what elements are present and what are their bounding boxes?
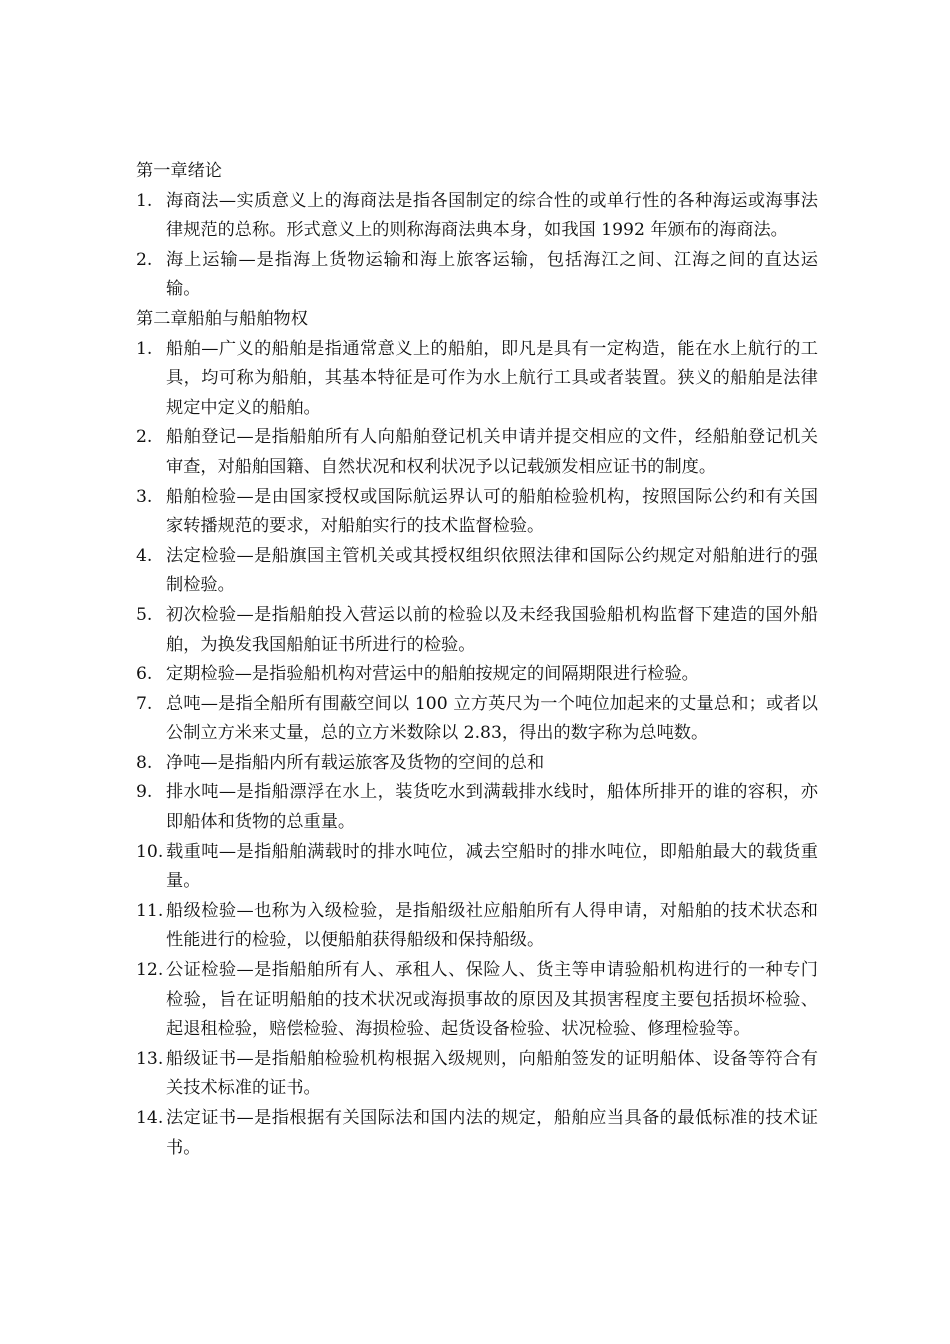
item-number: 13. [136, 1048, 164, 1069]
list-item [136, 483, 818, 542]
list-item [136, 956, 818, 1045]
item-text: 船舶检验—是由国家授权或国际航运界认可的船舶检验机构，按照国际公约和有关国家转播规范的要求，对船舶实行的技术监督检验。 [166, 486, 818, 537]
item-text: 船级检验—也称为入级检验，是指船级社应船舶所有人得申请，对船舶的技术状态和性能进行的检验，以便船舶获得船级和保持船级。 [166, 900, 818, 951]
list-item [136, 1045, 818, 1104]
list-item [136, 778, 818, 837]
item-text: 排水吨—是指船漂浮在水上，装货吃水到满载排水线时，船体所排开的谁的容积，亦即船体和货物的总重量。 [166, 782, 818, 833]
item-number: 11. [136, 900, 164, 921]
item-text: 公证检验—是指船舶所有人、承租人、保险人、货主等申请验船机构进行的一种专门检验，旨在证明船舶的技术状况或海损事故的原因及其损害程度主要包括损坏检验、起退租检验，赔偿检验、海损检验、起货设备检验、状况检验、修理检验等。 [166, 960, 818, 1040]
item-text: 船舶登记—是指船舶所有人向船舶登记机关申请并提交相应的文件，经船舶登记机关审查，对船舶国籍、自然状况和权利状况予以记载颁发相应证书的制度。 [166, 427, 818, 477]
item-number: 3. [136, 486, 153, 507]
item-text: 海上运输—是指海上货物运输和海上旅客运输，包括海江之间、江海之间的直达运输。 [166, 249, 818, 300]
item-text: 法定证书—是指根据有关国际法和国内法的规定，船舶应当具备的最低标准的技术证书。 [166, 1108, 818, 1158]
chapter-1 [136, 157, 818, 305]
item-number: 14. [136, 1108, 164, 1128]
item-number: 2. [136, 427, 153, 448]
list-item [136, 1104, 818, 1163]
item-number: 1. [136, 190, 153, 211]
list-item [136, 690, 818, 749]
item-text: 船级证书—是指船舶检验机构根据入级规则，向船舶签发的证明船体、设备等符合有关技术标准的证书。 [166, 1048, 818, 1099]
list-item [136, 660, 818, 690]
item-number: 5. [136, 604, 153, 625]
item-number: 1. [136, 338, 153, 359]
item-number: 2. [136, 249, 153, 270]
item-number: 8. [136, 752, 153, 773]
chapter-title: 第一章绪论 [136, 161, 222, 181]
list-item [136, 749, 818, 779]
item-text: 初次检验—是指船舶投入营运以前的检验以及未经我国验船机构监督下建造的国外船舶，为换发我国船舶证书所进行的检验。 [166, 604, 818, 655]
item-text: 定期检验—是指验船机构对营运中的船舶按规定的间隔期限进行检验。 [166, 664, 699, 685]
item-text: 法定检验—是船旗国主管机关或其授权组织依照法律和国际公约规定对船舶进行的强制检验。 [166, 545, 818, 596]
list-item [136, 335, 818, 424]
chapter-title: 第二章船舶与船舶物权 [136, 308, 308, 329]
chapter-2 [136, 305, 818, 1163]
item-number: 9. [136, 782, 153, 803]
list-item [136, 246, 818, 305]
item-text: 载重吨—是指船舶满载时的排水吨位，减去空船时的排水吨位，即船舶最大的载货重量。 [166, 841, 818, 892]
list-item [136, 601, 818, 660]
item-number: 12. [136, 960, 164, 981]
list-item [136, 542, 818, 601]
list-item [136, 423, 818, 482]
item-text: 净吨—是指船内所有载运旅客及货物的空间的总和 [166, 752, 545, 773]
item-number: 10. [136, 841, 164, 862]
item-number: 4. [136, 545, 153, 566]
list-item [136, 838, 818, 897]
item-number: 7. [136, 693, 153, 714]
item-text: 总吨—是指全船所有围蔽空间以 100 立方英尺为一个吨位加起来的丈量总和；或者以公制立方米来丈量，总的立方米数除以 2.83，得出的数字称为总吨数。 [166, 693, 818, 744]
list-item [136, 187, 818, 246]
document-body [136, 157, 818, 1163]
item-text: 船舶—广义的船舶是指通常意义上的船舶，即凡是具有一定构造，能在水上航行的工具，均可称为船舶，其基本特征是可作为水上航行工具或者装置。狭义的船舶是法律规定中定义的船舶。 [166, 338, 818, 418]
item-number: 6. [136, 664, 153, 685]
item-text: 海商法—实质意义上的海商法是指各国制定的综合性的或单行性的各种海运或海事法律规范的总称。形式意义上的则称海商法典本身，如我国 1992 年颁布的海商法。 [166, 190, 818, 241]
list-item [136, 897, 818, 956]
